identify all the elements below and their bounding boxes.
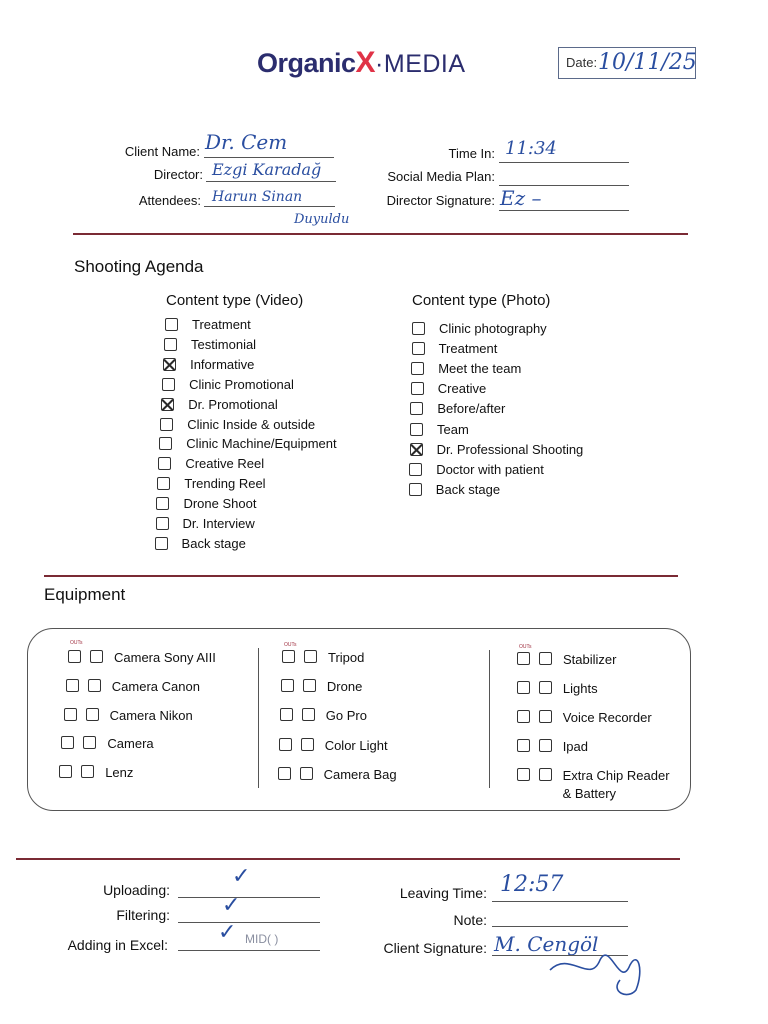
client-name-label: Client Name: bbox=[124, 144, 200, 159]
equipment-col1-out-checkbox[interactable] bbox=[59, 765, 72, 778]
equipment-col3-out-checkbox[interactable] bbox=[517, 681, 530, 694]
logo-text-organic: Organic bbox=[257, 48, 356, 78]
equipment-col3-checkbox-pair[interactable] bbox=[517, 768, 552, 781]
equipment-col2-item[interactable] bbox=[279, 738, 388, 753]
uploading-check-icon[interactable]: ✓ bbox=[232, 864, 251, 889]
equipment-col1-item[interactable] bbox=[64, 708, 193, 723]
equipment-col3-in-checkbox[interactable] bbox=[539, 710, 552, 723]
photo-content-checkbox[interactable] bbox=[412, 342, 425, 355]
photo-content-checkbox[interactable] bbox=[412, 322, 425, 335]
equipment-col1-item[interactable] bbox=[59, 765, 133, 780]
equipment-col1-checkbox-pair[interactable] bbox=[61, 736, 96, 749]
equipment-col1-label: Camera Nikon bbox=[109, 707, 193, 723]
note-label: Note: bbox=[453, 912, 487, 928]
date-value[interactable]: 10/11/25 bbox=[598, 50, 697, 75]
equipment-col1-label: Camera Sony AIII bbox=[114, 650, 216, 665]
equipment-col2-label: Go Pro bbox=[325, 708, 367, 724]
equipment-col3-out-checkbox[interactable] bbox=[517, 710, 530, 723]
shooting-agenda-title: Shooting Agenda bbox=[74, 257, 204, 276]
video-content-item[interactable] bbox=[157, 476, 265, 491]
video-content-checkbox[interactable] bbox=[156, 517, 169, 530]
equipment-col3-item[interactable] bbox=[517, 739, 588, 754]
photo-content-label: Back stage bbox=[435, 481, 501, 497]
video-content-label: Informative bbox=[190, 356, 255, 372]
photo-content-checkbox[interactable] bbox=[410, 443, 423, 456]
equipment-col1-item[interactable] bbox=[61, 736, 153, 751]
time-in-line bbox=[499, 162, 629, 163]
video-content-checkbox[interactable] bbox=[162, 378, 175, 391]
director-signature-line bbox=[499, 210, 629, 211]
equipment-col3-checkbox-pair[interactable] bbox=[517, 652, 552, 665]
video-content-item[interactable] bbox=[156, 516, 255, 531]
equipment-col3-in-checkbox[interactable] bbox=[539, 739, 552, 752]
time-in-value[interactable]: 11:34 bbox=[505, 138, 557, 159]
equipment-col1-label: Camera bbox=[107, 736, 154, 752]
time-in-label: Time In: bbox=[448, 146, 495, 161]
equipment-col2-label: Drone bbox=[326, 679, 363, 695]
organicx-media-logo bbox=[257, 46, 466, 80]
video-content-label: Dr. Promotional bbox=[188, 396, 278, 412]
equipment-col2-checkbox-pair[interactable] bbox=[279, 738, 314, 751]
equipment-col1-checkbox-pair[interactable] bbox=[68, 650, 103, 663]
logo-x-mark: X bbox=[355, 46, 376, 79]
client-signature-value[interactable]: M. Cengöl bbox=[494, 932, 599, 956]
photo-content-item[interactable] bbox=[410, 442, 584, 457]
equipment-col3-item[interactable] bbox=[517, 710, 652, 725]
photo-content-checkbox[interactable] bbox=[411, 362, 424, 375]
equipment-col3-out-checkbox[interactable] bbox=[517, 652, 530, 665]
photo-content-label: Dr. Professional Shooting bbox=[436, 441, 584, 457]
video-content-item[interactable] bbox=[155, 536, 246, 551]
video-content-item[interactable] bbox=[158, 456, 264, 471]
equipment-col1-checkbox-pair[interactable] bbox=[66, 679, 101, 692]
director-label: Director: bbox=[153, 167, 203, 182]
logo-text-media: ·MEDIA bbox=[375, 50, 466, 78]
equipment-col3-checkbox-pair[interactable] bbox=[517, 739, 552, 752]
equipment-col3-label-line2: & Battery bbox=[562, 786, 617, 802]
equipment-col1-in-checkbox[interactable] bbox=[81, 765, 94, 778]
video-content-label: Treatment bbox=[192, 317, 251, 332]
equipment-col3-label bbox=[563, 768, 670, 801]
logo-media-word: MEDIA bbox=[383, 50, 466, 78]
photo-content-label: Team bbox=[437, 421, 469, 437]
equipment-col3-item[interactable] bbox=[517, 681, 598, 696]
social-media-plan-label: Social Media Plan: bbox=[387, 169, 495, 184]
equipment-col3-checkbox-pair[interactable] bbox=[517, 681, 552, 694]
video-content-checkbox[interactable] bbox=[159, 437, 172, 450]
video-content-item[interactable] bbox=[162, 377, 294, 392]
video-content-item[interactable] bbox=[156, 496, 256, 511]
attendees-value-line2[interactable]: Duyuldu bbox=[294, 212, 350, 227]
equipment-col1-checkbox-pair[interactable] bbox=[59, 765, 94, 778]
equipment-col1-out-checkbox[interactable] bbox=[66, 679, 79, 692]
equipment-col2-out-checkbox[interactable] bbox=[282, 650, 295, 663]
equipment-col3-label: Stabilizer bbox=[563, 652, 617, 667]
col2-out-mark: OUTs bbox=[284, 642, 297, 648]
attendees-value-line1[interactable]: Harun Sinan bbox=[212, 189, 303, 205]
filtering-line bbox=[178, 922, 320, 923]
equipment-col2-item[interactable] bbox=[282, 650, 364, 665]
video-content-checkbox[interactable] bbox=[161, 398, 174, 411]
photo-content-item[interactable] bbox=[411, 381, 486, 396]
video-content-item[interactable] bbox=[161, 397, 278, 412]
photo-content-label: Before/after bbox=[437, 401, 506, 417]
equipment-col2-checkbox-pair[interactable] bbox=[278, 767, 313, 780]
excel-mid-field: MID( ) bbox=[245, 932, 279, 946]
equipment-col2-in-checkbox[interactable] bbox=[303, 679, 316, 692]
photo-content-item[interactable] bbox=[412, 341, 498, 356]
video-content-label: Clinic Machine/Equipment bbox=[186, 436, 337, 452]
photo-content-checkbox[interactable] bbox=[409, 483, 422, 496]
video-content-checkbox[interactable] bbox=[156, 497, 169, 510]
equipment-col3-out-checkbox[interactable] bbox=[517, 768, 530, 781]
photo-content-item[interactable] bbox=[412, 321, 547, 336]
section-divider-top bbox=[73, 233, 688, 235]
equipment-col3-label: Lights bbox=[562, 681, 598, 697]
video-content-checkbox[interactable] bbox=[157, 477, 170, 490]
video-content-item[interactable] bbox=[163, 357, 254, 372]
video-content-item[interactable] bbox=[164, 337, 256, 352]
client-name-value[interactable]: Dr. Cem bbox=[205, 130, 288, 154]
photo-content-label: Clinic photography bbox=[439, 321, 547, 336]
video-content-checkbox[interactable] bbox=[158, 457, 171, 470]
video-content-item[interactable] bbox=[159, 436, 336, 451]
equipment-col3-label: Voice Recorder bbox=[562, 710, 652, 726]
section-divider-bottom bbox=[16, 858, 680, 860]
equipment-col2-checkbox-pair[interactable] bbox=[280, 708, 315, 721]
excel-check-icon[interactable]: ✓ bbox=[218, 920, 237, 945]
adding-in-excel-label: Adding in Excel: bbox=[67, 937, 168, 953]
equipment-col2-out-checkbox[interactable] bbox=[281, 679, 294, 692]
equipment-col2-in-checkbox[interactable] bbox=[302, 708, 315, 721]
video-content-label: Creative Reel bbox=[185, 456, 265, 472]
equipment-col2-label: Tripod bbox=[328, 650, 365, 665]
filtering-check-icon[interactable]: ✓ bbox=[222, 893, 241, 918]
photo-content-item[interactable] bbox=[410, 401, 505, 416]
photo-content-heading: Content type (Photo) bbox=[412, 292, 551, 309]
date-label: Date: bbox=[566, 55, 598, 70]
equipment-col2-out-checkbox[interactable] bbox=[278, 767, 291, 780]
equipment-col1-in-checkbox[interactable] bbox=[83, 736, 96, 749]
equipment-col1-out-checkbox[interactable] bbox=[64, 708, 77, 721]
video-content-checkbox[interactable] bbox=[160, 418, 173, 431]
equipment-col1-in-checkbox[interactable] bbox=[88, 679, 101, 692]
leaving-time-label: Leaving Time: bbox=[399, 885, 487, 901]
video-content-item[interactable] bbox=[160, 417, 315, 432]
equipment-col2-label: Color Light bbox=[324, 737, 388, 753]
section-divider-middle bbox=[44, 575, 678, 577]
filtering-label: Filtering: bbox=[116, 907, 170, 923]
attendees-label: Attendees: bbox=[138, 193, 201, 208]
equipment-col2-checkbox-pair[interactable] bbox=[281, 679, 316, 692]
photo-content-item[interactable] bbox=[410, 422, 469, 437]
equipment-col2-out-checkbox[interactable] bbox=[280, 708, 293, 721]
uploading-line bbox=[178, 897, 320, 898]
equipment-col2-in-checkbox[interactable] bbox=[301, 738, 314, 751]
equipment-col2-checkbox-pair[interactable] bbox=[282, 650, 317, 663]
attendees-line bbox=[204, 206, 335, 207]
video-content-label: Dr. Interview bbox=[182, 516, 255, 531]
equipment-divider-2 bbox=[489, 650, 490, 788]
video-content-label: Testimonial bbox=[191, 336, 257, 352]
equipment-col2-item[interactable] bbox=[281, 679, 362, 694]
equipment-col1-label: Lenz bbox=[105, 765, 134, 781]
equipment-divider-1 bbox=[258, 648, 259, 788]
equipment-col2-in-checkbox[interactable] bbox=[300, 767, 313, 780]
video-content-label: Back stage bbox=[181, 535, 246, 551]
photo-content-checkbox[interactable] bbox=[409, 463, 422, 476]
leaving-time-line bbox=[492, 901, 628, 902]
equipment-col1-item[interactable] bbox=[66, 679, 200, 694]
photo-content-item[interactable] bbox=[409, 482, 500, 497]
equipment-col3-in-checkbox[interactable] bbox=[539, 681, 552, 694]
equipment-col3-item[interactable] bbox=[517, 652, 616, 667]
video-content-label: Clinic Inside & outside bbox=[187, 416, 316, 432]
video-content-label: Drone Shoot bbox=[183, 496, 257, 512]
video-content-item[interactable] bbox=[165, 317, 251, 332]
photo-content-item[interactable] bbox=[411, 361, 521, 376]
equipment-title: Equipment bbox=[44, 585, 126, 604]
equipment-col2-item[interactable] bbox=[280, 708, 367, 723]
equipment-col2-out-checkbox[interactable] bbox=[279, 738, 292, 751]
photo-content-label: Doctor with patient bbox=[436, 461, 544, 477]
equipment-col1-out-checkbox[interactable] bbox=[68, 650, 81, 663]
photo-content-label: Creative bbox=[437, 381, 487, 397]
client-signature-scribble bbox=[540, 930, 650, 1002]
director-line bbox=[206, 181, 336, 182]
director-value[interactable]: Ezgi Karadağ bbox=[212, 160, 322, 179]
director-signature-label: Director Signature: bbox=[386, 193, 495, 208]
video-content-checkbox[interactable] bbox=[164, 338, 177, 351]
video-content-label: Trending Reel bbox=[184, 476, 266, 492]
equipment-col3-out-checkbox[interactable] bbox=[517, 739, 530, 752]
equipment-col3-label: Ipad bbox=[562, 739, 588, 755]
col3-out-mark: OUTs bbox=[519, 644, 532, 650]
client-name-line bbox=[204, 157, 334, 158]
equipment-col1-item[interactable] bbox=[68, 650, 216, 665]
equipment-col3-checkbox-pair[interactable] bbox=[517, 710, 552, 723]
video-content-heading: Content type (Video) bbox=[166, 292, 304, 309]
video-content-label: Clinic Promotional bbox=[189, 376, 294, 392]
photo-content-checkbox[interactable] bbox=[411, 382, 424, 395]
equipment-col2-item[interactable] bbox=[278, 767, 397, 782]
photo-content-checkbox[interactable] bbox=[410, 423, 423, 436]
equipment-col3-in-checkbox[interactable] bbox=[539, 652, 552, 665]
note-line bbox=[492, 926, 628, 927]
photo-content-label: Treatment bbox=[438, 341, 498, 357]
photo-content-item[interactable] bbox=[409, 462, 544, 477]
equipment-col1-out-checkbox[interactable] bbox=[61, 736, 74, 749]
video-content-checkbox[interactable] bbox=[155, 537, 168, 550]
video-content-checkbox[interactable] bbox=[165, 318, 178, 331]
client-signature-label: Client Signature: bbox=[383, 940, 487, 956]
uploading-label: Uploading: bbox=[103, 882, 170, 898]
col1-out-mark: OUTs bbox=[70, 640, 83, 646]
photo-content-label: Meet the team bbox=[438, 361, 522, 377]
equipment-col1-checkbox-pair[interactable] bbox=[64, 708, 99, 721]
equipment-col1-label: Camera Canon bbox=[111, 678, 200, 694]
director-signature-value[interactable]: Ez – bbox=[500, 186, 542, 210]
equipment-col2-in-checkbox[interactable] bbox=[304, 650, 317, 663]
equipment-col3-item[interactable] bbox=[517, 768, 670, 801]
equipment-col3-in-checkbox[interactable] bbox=[539, 768, 552, 781]
leaving-time-value[interactable]: 12:57 bbox=[500, 872, 564, 897]
equipment-col3-label-line1: Extra Chip Reader bbox=[562, 768, 670, 784]
video-content-checkbox[interactable] bbox=[163, 358, 176, 371]
equipment-col2-label: Camera Bag bbox=[323, 766, 397, 782]
equipment-col1-in-checkbox[interactable] bbox=[90, 650, 103, 663]
equipment-col1-in-checkbox[interactable] bbox=[86, 708, 99, 721]
excel-line bbox=[178, 950, 320, 951]
photo-content-checkbox[interactable] bbox=[410, 402, 423, 415]
